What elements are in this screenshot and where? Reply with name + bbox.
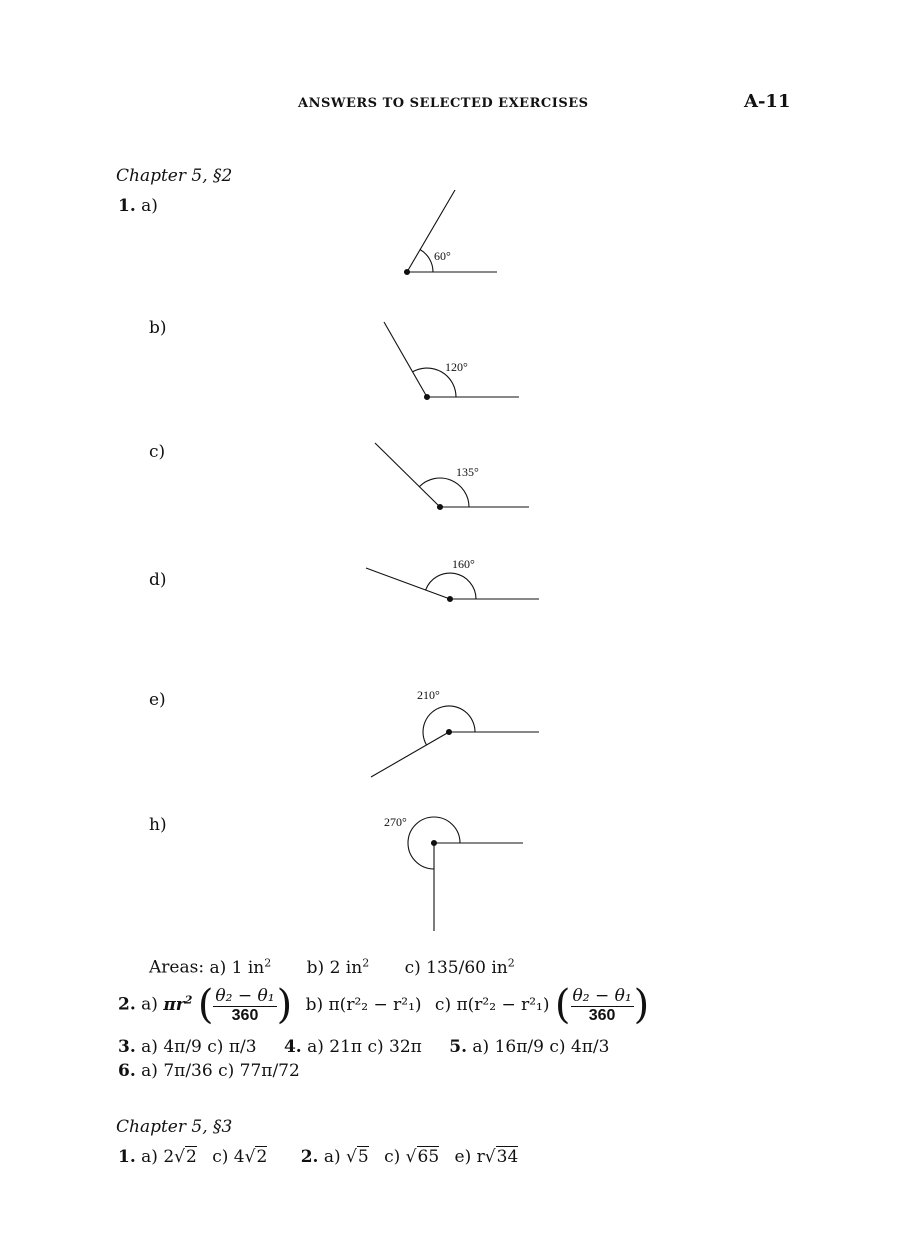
angle-label-270: 270° xyxy=(384,815,407,829)
section-heading-5-2: Chapter 5, §2 xyxy=(116,166,233,186)
fraction-a: $\frac{\text{θ₂ − θ₁}}{360}$ xyxy=(215,985,275,1024)
running-header: ANSWERS TO SELECTED EXERCISES xyxy=(298,96,589,111)
area-c: c) 135/60 $in^2$ xyxy=(404,956,515,978)
angle-label-160: 160° xyxy=(452,557,475,571)
angle-figure-270 xyxy=(408,817,523,931)
section-5-3-answers: 1. a) 2√2 c) 4√2 2. a) √5 c) √65 e) r√34 xyxy=(118,1147,519,1167)
part-label-d: d) xyxy=(149,570,167,590)
page-number: A-11 xyxy=(744,91,791,112)
angle-figure-160 xyxy=(366,568,539,602)
part-label-c: c) xyxy=(149,442,166,462)
section-heading-5-3: Chapter 5, §3 xyxy=(116,1117,233,1137)
angle-label-60: 60° xyxy=(434,249,451,263)
angle-figure-210 xyxy=(371,706,539,777)
exercise-6: 6. a) 7π/36 c) 77π/72 xyxy=(118,1061,300,1081)
part-label-h: h) xyxy=(149,815,167,835)
exercise-2b: b) π(r²₂ − r²₁) xyxy=(305,994,422,1015)
part-label-a: a) xyxy=(141,196,158,216)
areas-line xyxy=(149,956,515,978)
part-label-e: e) xyxy=(149,690,166,710)
area-a: a) 1 $in^2$ xyxy=(209,956,272,978)
angle-label-135: 135° xyxy=(456,465,479,479)
area-b: b) 2 $in^2$ xyxy=(306,956,370,978)
angle-label-120: 120° xyxy=(445,360,468,374)
exercise-number: 1. xyxy=(118,196,136,216)
angle-figure-135 xyxy=(375,443,529,510)
fraction-c: $\frac{\text{θ₂ − θ₁}}{360}$ xyxy=(572,985,632,1024)
exercise-2: 2. a) $\pi r^2$ ( $\frac{\text{θ₂ − θ₁}}{360}$ ) b) π(r²₂ − r²₁) c) π(r²₂ − r²₁) ( $\frac{\text{θ₂ − θ₁}}{360}$ ) xyxy=(118,982,650,1028)
exercises-3-5: 3. a) 4π/9 c) π/3 4. a) 21π c) 32π 5. a) 16π/9 c) 4π/3 xyxy=(118,1037,610,1057)
exercise-2c: c) π(r²₂ − r²₁) xyxy=(434,994,550,1015)
angle-label-210: 210° xyxy=(417,688,440,702)
areas-label: Areas: xyxy=(149,957,205,978)
part-label-b: b) xyxy=(149,318,167,338)
